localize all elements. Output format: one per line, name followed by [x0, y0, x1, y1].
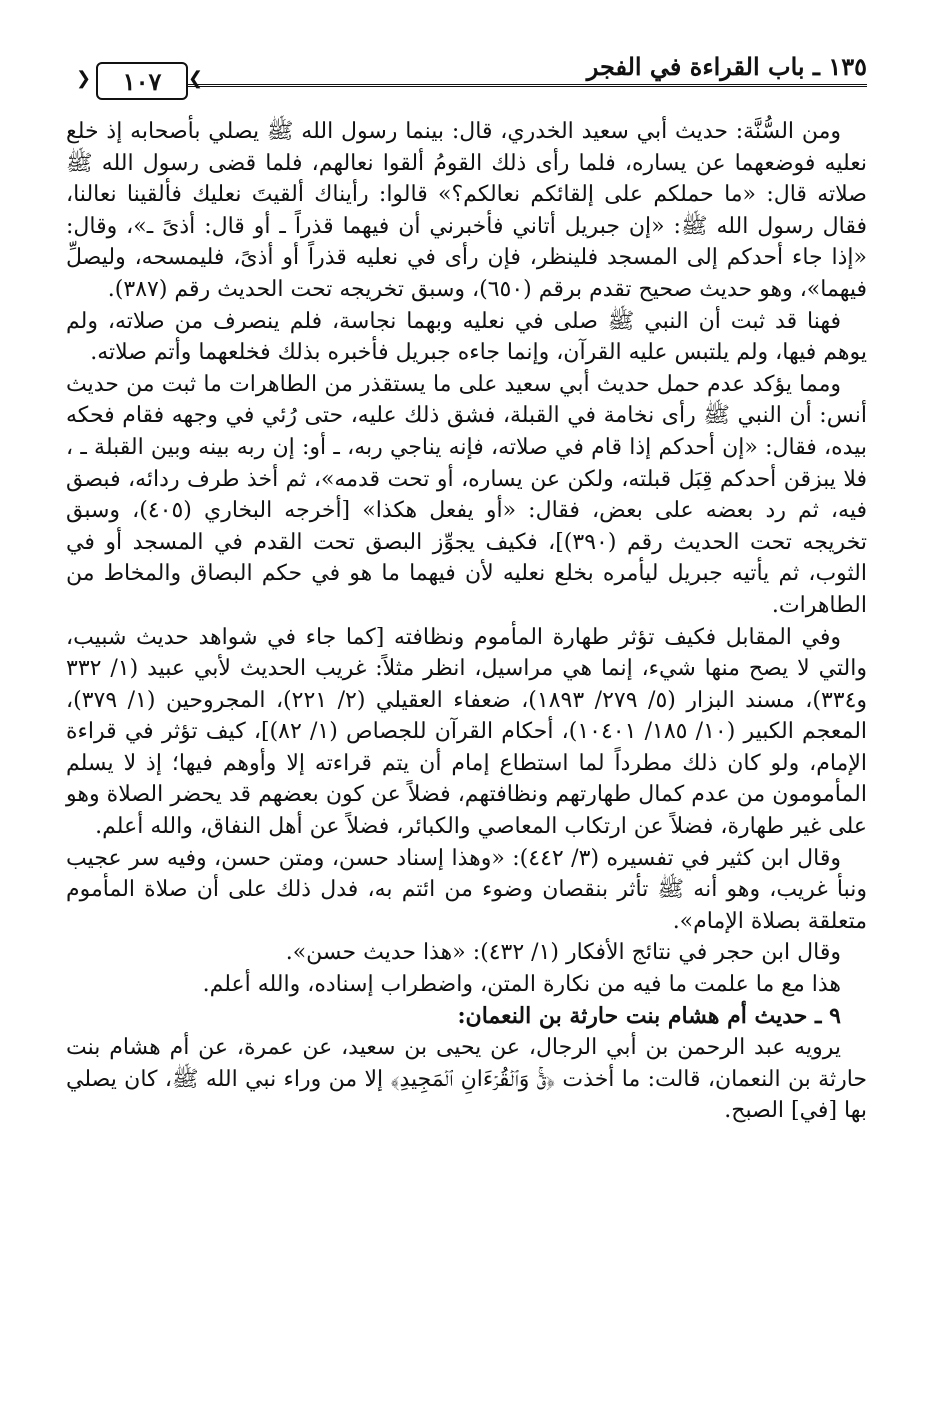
- ornament-icon: ❮: [76, 68, 92, 89]
- chapter-title: ١٣٥ ـ باب القراءة في الفجر: [586, 52, 867, 81]
- paragraph: هذا مع ما علمت ما فيه من نكارة المتن، واضطراب إسناده، والله أعلم.: [202, 972, 841, 998]
- paragraph: وفي المقابل فكيف تؤثر طهارة المأموم ونظافته [كما جاء في شواهد حديث شبيب، والتي لا يصح منها شيء، إنما هي مراسيل، انظر مثلاً: غريب الحديث لأبي عبيد (١/ ٣٣٢ و٣٣٤)، مسند البزار (٥/ ٢٧٩/ ١٨٩٣)، ضعفاء العقيلي (٢/ ٢٢١)، المجروحين (١/ ٣٧٩)، المعجم الكبير (١٠/ ١٨٥/ ١٠٤٠١)، أحكام القرآن للجصاص (١/ ٨٢)]، كيف تؤثر في قراءة الإمام، ولو كان ذلك مطرداً لما استطاع إمام أن يتم قراءته إلا وأوهم فيها؛ إذ لا يسلم المأمومون من عدم كمال طهارتهم ونظافتهم، فضلاً عن كون بعضهم قد يحضر الصلاة وهو على غير طهارة، فضلاً عن ارتكاب المعاصي والكبائر، فضلاً عن أهل النفاق، والله أعلم.: [66, 624, 868, 840]
- page-body: [66, 116, 867, 1127]
- paragraph: ومما يؤكد عدم حمل حديث أبي سعيد على ما يستقذر من الطاهرات ما ثبت من حديث أنس: أن النبي ﷺ رأى نخامة في القبلة، فشق ذلك عليه، حتى رُئي في وجهه فقام فحكه بيده، فقال: «إن أحدكم إذا قام في صلاته، فإنه يناجي ربه، ـ أو: إن ربه بينه وبين القبلة ـ ، فلا يبزقن أحدكم قِبَل قبلته، ولكن عن يساره، أو تحت قدمه»، ثم أخذ طرف ردائه، فبصق فيه، ثم رد بعضه على بعض، فقال: «أو يفعل هكذا» [أخرجه البخاري (٤٠٥)، وسبق تخريجه تحت الحديث رقم (٣٩٠)]، فكيف يجوِّز البصق تحت القدم في المسجد أو في الثوب، ثم يأتيه جبريل ليأمره بخلع نعليه لأن فيهما ما هو في حكم البصاق والمخاط من الطاهرات.: [66, 371, 868, 618]
- ornament-icon: ❯: [188, 68, 204, 89]
- paragraph: وقال ابن كثير في تفسيره (٣/ ٤٤٢): «وهذا إسناد حسن، ومتن حسن، وفيه سر عجيب ونبأ غريب، وهو أنه ﷺ تأثر بنقصان وضوء من ائتم به، فدل ذلك على أن صلاة المأموم متعلقة بصلاة الإمام».: [66, 845, 867, 934]
- section-heading: ٩ ـ حديث أم هشام بنت حارثة بن النعمان:: [457, 1002, 841, 1029]
- paragraph: ومن السُّنَّة: حديث أبي سعيد الخدري، قال: بينما رسول الله ﷺ يصلي بأصحابه إذ خلع نعليه فوضعهما عن يساره، فلما رأى ذلك القومُ ألقوا نعالهم، فلما قضى رسول الله ﷺ صلاته قال: «ما حملكم على إلقائكم نعالكم؟» قالوا: رأيناك ألقيتَ نعليك فألقينا نعالنا، فقال رسول الله ﷺ: «إن جبريل أتاني فأخبرني أن فيهما قذراً ـ أو قال: أذىً ـ»، وقال: «إذا جاء أحدكم إلى المسجد فلينظر، فإن رأى في نعليه قذراً أو أذىً، فليمسحه، وليصلِّ فيهما»، وهو حديث صحيح تقدم برقم (٦٥٠)، وسبق تخريجه تحت الحديث رقم (٣٨٧).: [66, 119, 867, 302]
- paragraph: فهنا قد ثبت أن النبي ﷺ صلى في نعليه وبهما نجاسة، فلم ينصرف من صلاته، ولم يوهم فيها، ولم يلتبس عليه القرآن، وإنما جاءه جبريل فأخبره بذلك فخلعهما وأتم صلاته.: [66, 308, 867, 366]
- header-rule: [186, 84, 867, 87]
- page-number: ١٠٧: [96, 62, 188, 100]
- paragraph: وقال ابن حجر في نتائج الأفكار (١/ ٤٣٢): «هذا حديث حسن».: [285, 940, 841, 966]
- paragraph: يرويه عبد الرحمن بن أبي الرجال، عن يحيى بن سعيد، عن عمرة، عن أم هشام بنت حارثة بن النعمان، قالت: ما أخذت ﴿قٓۚ وَٱلۡقُرۡءَانِ ٱلۡمَجِيدِ﴾ إلا من وراء نبي الله ﷺ، كان يصلي بها [في] الصبح.: [66, 1035, 867, 1124]
- page-header: [66, 48, 867, 108]
